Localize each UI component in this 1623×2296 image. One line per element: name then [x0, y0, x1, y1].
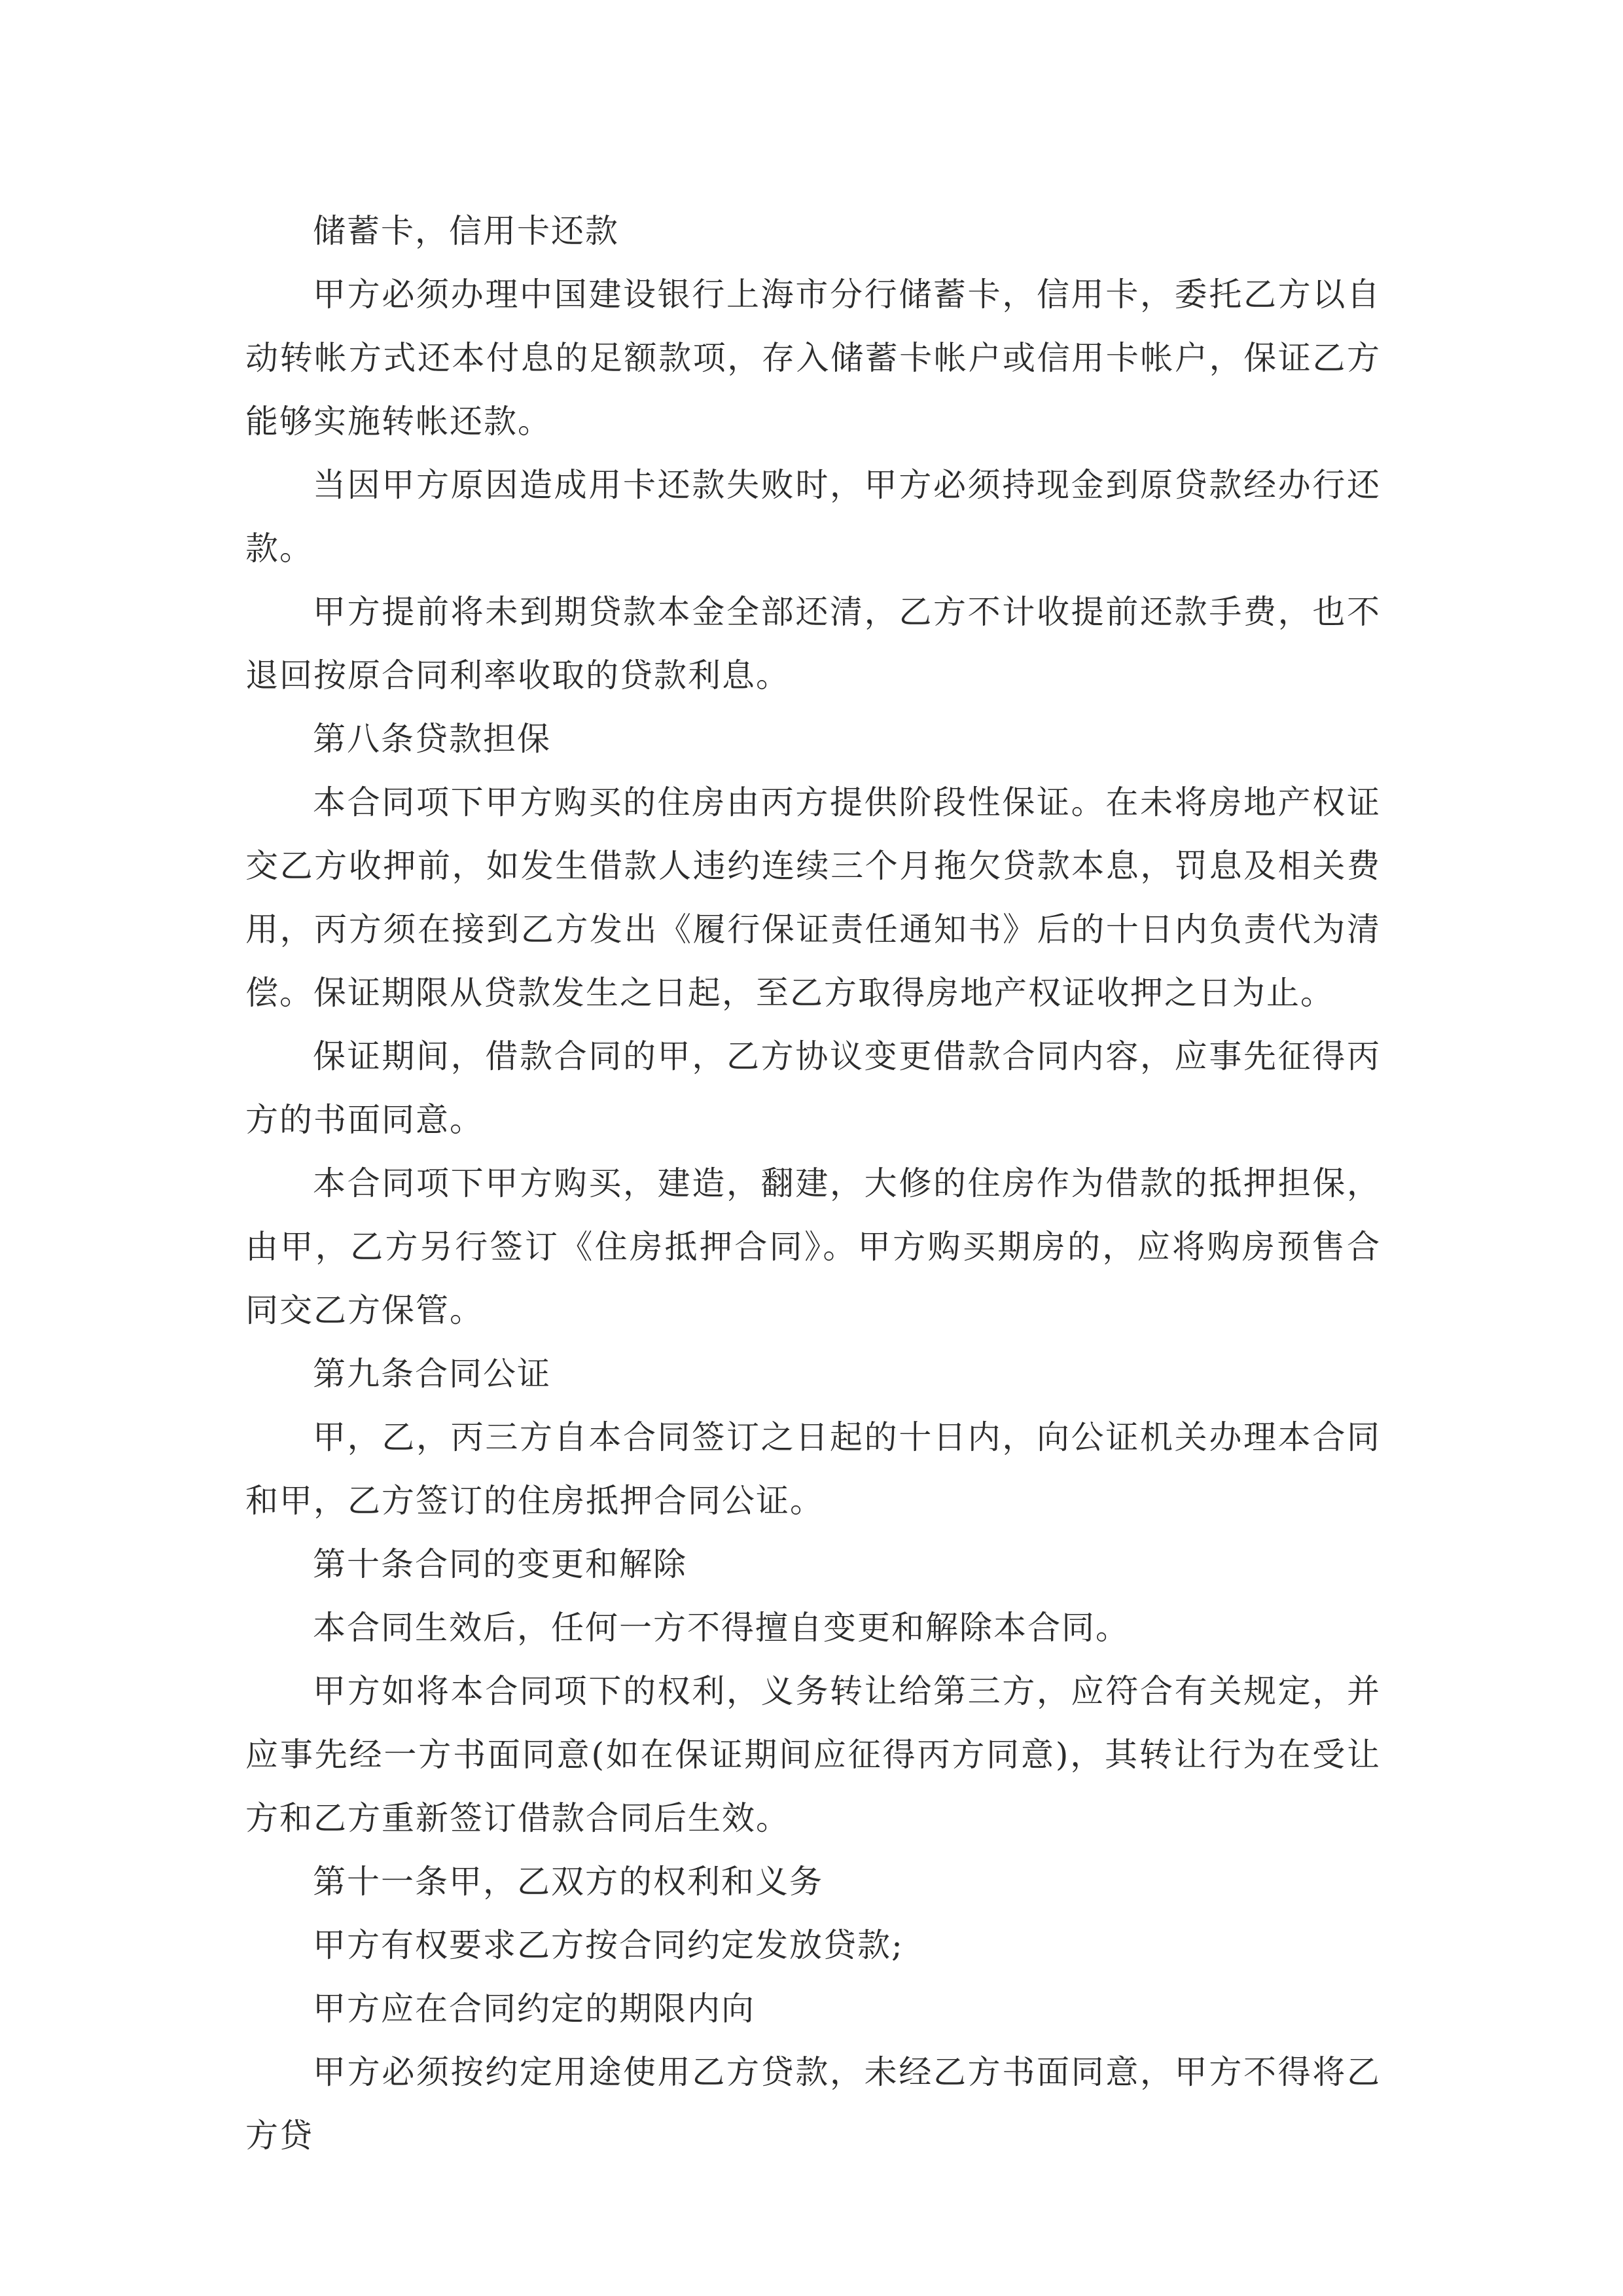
paragraph: 甲方应在合同约定的期限内向 [313, 1990, 755, 2028]
paragraph: 甲，乙，丙三方自本合同签订之日起的十日内，向公证机关办理本合同和甲，乙方签订的住房抵押合同公证。 [245, 1418, 1381, 1520]
section-heading: 第八条贷款担保 [313, 720, 551, 758]
section-heading: 第十一条甲，乙双方的权利和义务 [313, 1863, 823, 1901]
section-heading: 第十条合同的变更和解除 [313, 1545, 687, 1583]
paragraph: 甲方必须按约定用途使用乙方贷款，未经乙方书面同意，甲方不得将乙方贷 [245, 2053, 1381, 2155]
paragraph: 甲方提前将未到期贷款本金全部还清，乙方不计收提前还款手费，也不退回按原合同利率收取的贷款利息。 [245, 593, 1381, 694]
section-heading: 储蓄卡，信用卡还款 [313, 212, 619, 250]
paragraph: 本合同项下甲方购买的住房由丙方提供阶段性保证。在未将房地产权证交乙方收押前，如发生借款人违约连续三个月拖欠贷款本息，罚息及相关费用，丙方须在接到乙方发出《履行保证责任通知书》后的十日内负责代为清偿。保证期限从贷款发生之日起，至乙方取得房地产权证收押之日为止。 [245, 783, 1381, 1012]
paragraph: 甲方有权要求乙方按合同约定发放贷款; [313, 1926, 904, 1964]
paragraph: 当因甲方原因造成用卡还款失败时，甲方必须持现金到原贷款经办行还款。 [245, 466, 1381, 567]
paragraph: 甲方如将本合同项下的权利，义务转让给第三方，应符合有关规定，并应事先经一方书面同意(如在保证期间应征得丙方同意)，其转让行为在受让方和乙方重新签订借款合同后生效。 [245, 1672, 1381, 1837]
paragraph: 保证期间，借款合同的甲，乙方协议变更借款合同内容，应事先征得丙方的书面同意。 [245, 1037, 1381, 1139]
paragraph: 甲方必须办理中国建设银行上海市分行储蓄卡，信用卡，委托乙方以自动转帐方式还本付息的足额款项，存入储蓄卡帐户或信用卡帐户，保证乙方能够实施转帐还款。 [245, 276, 1381, 440]
paragraph: 本合同项下甲方购买，建造，翻建，大修的住房作为借款的抵押担保，由甲，乙方另行签订《住房抵押合同》。甲方购买期房的，应将购房预售合同交乙方保管。 [245, 1164, 1381, 1329]
paragraph: 本合同生效后，任何一方不得擅自变更和解除本合同。 [313, 1609, 1130, 1647]
section-heading: 第九条合同公证 [313, 1355, 551, 1393]
document-body [245, 200, 1381, 2168]
